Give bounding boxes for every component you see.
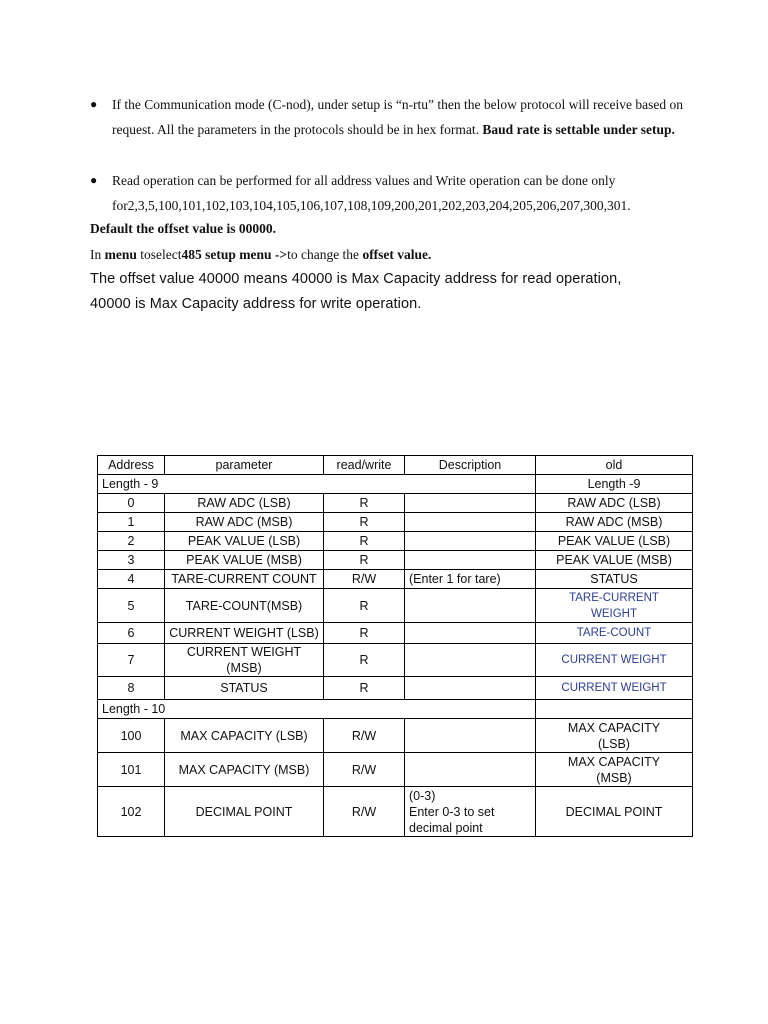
- table-row: [98, 589, 693, 623]
- cell-old: [536, 753, 693, 787]
- cell-description: [405, 589, 536, 623]
- offset-explanation-line-2: 40000 is Max Capacity address for write operation.: [90, 296, 422, 312]
- cell-description: [405, 677, 536, 700]
- group-old-label: [536, 700, 693, 719]
- group-label: Length - 9: [98, 475, 536, 494]
- cell-old: DECIMAL POINT: [536, 787, 693, 837]
- cell-old: RAW ADC (LSB): [536, 494, 693, 513]
- cell-address: 100: [98, 719, 165, 753]
- cell-description: [405, 551, 536, 570]
- cell-address: 8: [98, 677, 165, 700]
- cell-old-line-2: (MSB): [596, 770, 632, 785]
- cell-old: [536, 589, 693, 623]
- cell-description: [405, 494, 536, 513]
- menu-line-text-2: toselect: [136, 247, 182, 262]
- cell-old: [536, 719, 693, 753]
- cell-read-write: R: [324, 623, 405, 644]
- cell-parameter: MAX CAPACITY (MSB): [165, 753, 324, 787]
- cell-old: TARE-COUNT: [536, 623, 693, 644]
- cell-parameter: DECIMAL POINT: [165, 787, 324, 837]
- cell-description: (Enter 1 for tare): [405, 570, 536, 589]
- table-row: [98, 719, 693, 753]
- register-table: [97, 455, 693, 837]
- cell-address: 5: [98, 589, 165, 623]
- cell-old: STATUS: [536, 570, 693, 589]
- instruction-list: [90, 92, 690, 218]
- cell-old: CURRENT WEIGHT: [536, 644, 693, 677]
- table-row: [98, 787, 693, 837]
- cell-description-line-3: decimal point: [409, 820, 483, 835]
- cell-read-write: R/W: [324, 570, 405, 589]
- cell-description: [405, 513, 536, 532]
- header-parameter: parameter: [165, 456, 324, 475]
- menu-line-bold-1: menu: [104, 247, 137, 262]
- group-row-length-9: [98, 475, 693, 494]
- menu-line-text-1: In: [90, 247, 105, 262]
- cell-description: [405, 532, 536, 551]
- offset-explanation-line-1: The offset value 40000 means 40000 is Max Capacity address for read operation,: [90, 271, 622, 287]
- header-address: Address: [98, 456, 165, 475]
- cell-parameter: TARE-COUNT(MSB): [165, 589, 324, 623]
- table-row: [98, 570, 693, 589]
- cell-read-write: R/W: [324, 787, 405, 837]
- cell-old-line-1: TARE-CURRENT: [569, 591, 659, 604]
- cell-description: [405, 787, 536, 837]
- bullet-1-text-cont: . All the parameters in the protocols should be in hex format.: [150, 122, 483, 137]
- table-row: [98, 644, 693, 677]
- cell-old: CURRENT WEIGHT: [536, 677, 693, 700]
- cell-description: [405, 719, 536, 753]
- table-row: [98, 551, 693, 570]
- cell-address: 6: [98, 623, 165, 644]
- group-old-label: Length -9: [536, 475, 693, 494]
- cell-description: [405, 644, 536, 677]
- cell-read-write: R/W: [324, 719, 405, 753]
- table-row: [98, 677, 693, 700]
- header-description: Description: [405, 456, 536, 475]
- cell-read-write: R/W: [324, 753, 405, 787]
- cell-read-write: R: [324, 551, 405, 570]
- table-row: [98, 494, 693, 513]
- cell-address: 4: [98, 570, 165, 589]
- table-row: [98, 532, 693, 551]
- bullet-1-text: If the Communication mode (C-nod), under setup is “n-rtu” then the below protocol will receive based on request: [112, 97, 683, 137]
- default-offset-line: [90, 216, 276, 241]
- cell-parameter: MAX CAPACITY (LSB): [165, 719, 324, 753]
- table-row: [98, 513, 693, 532]
- cell-old: RAW ADC (MSB): [536, 513, 693, 532]
- group-label: Length - 10: [98, 700, 536, 719]
- cell-description-line-1: (0-3): [409, 788, 436, 803]
- cell-description-line-2: Enter 0-3 to set: [409, 804, 495, 819]
- cell-old-line-1: MAX CAPACITY: [567, 720, 661, 735]
- table-header-row: [98, 456, 693, 475]
- cell-read-write: R: [324, 494, 405, 513]
- cell-parameter: TARE-CURRENT COUNT: [165, 570, 324, 589]
- cell-read-write: R: [324, 677, 405, 700]
- cell-address: 3: [98, 551, 165, 570]
- table-row: [98, 753, 693, 787]
- cell-parameter: PEAK VALUE (LSB): [165, 532, 324, 551]
- bullet-item-communication-mode: [90, 92, 690, 168]
- cell-parameter: CURRENT WEIGHT (MSB): [165, 644, 324, 677]
- header-old: old: [536, 456, 693, 475]
- cell-address: 101: [98, 753, 165, 787]
- bullet-icon: ●: [90, 97, 98, 111]
- default-offset-text: Default the offset value is 00000.: [90, 221, 276, 236]
- cell-parameter: CURRENT WEIGHT (LSB): [165, 623, 324, 644]
- menu-instruction-line: [90, 242, 431, 267]
- table-row: [98, 623, 693, 644]
- cell-address: 102: [98, 787, 165, 837]
- group-row-length-10: [98, 700, 693, 719]
- cell-old-line-2: WEIGHT: [591, 607, 637, 620]
- bullet-item-read-write: [90, 168, 690, 218]
- cell-old-line-2: (LSB): [598, 736, 630, 751]
- cell-description: [405, 753, 536, 787]
- cell-parameter: RAW ADC (MSB): [165, 513, 324, 532]
- cell-read-write: R: [324, 644, 405, 677]
- cell-read-write: R: [324, 589, 405, 623]
- cell-read-write: R: [324, 532, 405, 551]
- cell-parameter: STATUS: [165, 677, 324, 700]
- bullet-1-bold: Baud rate is settable under setup.: [482, 122, 675, 137]
- cell-old-line-1: MAX CAPACITY: [567, 754, 661, 769]
- cell-description: [405, 623, 536, 644]
- cell-parameter: RAW ADC (LSB): [165, 494, 324, 513]
- cell-read-write: R: [324, 513, 405, 532]
- menu-line-text-3: to change the: [287, 247, 363, 262]
- menu-line-bold-3: offset value.: [362, 247, 432, 262]
- cell-address: 2: [98, 532, 165, 551]
- cell-address: 7: [98, 644, 165, 677]
- header-read-write: read/write: [324, 456, 405, 475]
- cell-parameter: PEAK VALUE (MSB): [165, 551, 324, 570]
- cell-old: PEAK VALUE (LSB): [536, 532, 693, 551]
- menu-line-bold-2: 485 setup menu ->: [181, 247, 288, 262]
- cell-address: 0: [98, 494, 165, 513]
- cell-address: 1: [98, 513, 165, 532]
- bullet-icon: ●: [90, 173, 98, 187]
- bullet-2-text: Read operation can be performed for all address values and Write operation can be done only for2,3,5,100,101,102,103,104,105,106,107,108,109,200,201,202,203,204,205,206,207,300,301.: [112, 173, 631, 213]
- cell-old: PEAK VALUE (MSB): [536, 551, 693, 570]
